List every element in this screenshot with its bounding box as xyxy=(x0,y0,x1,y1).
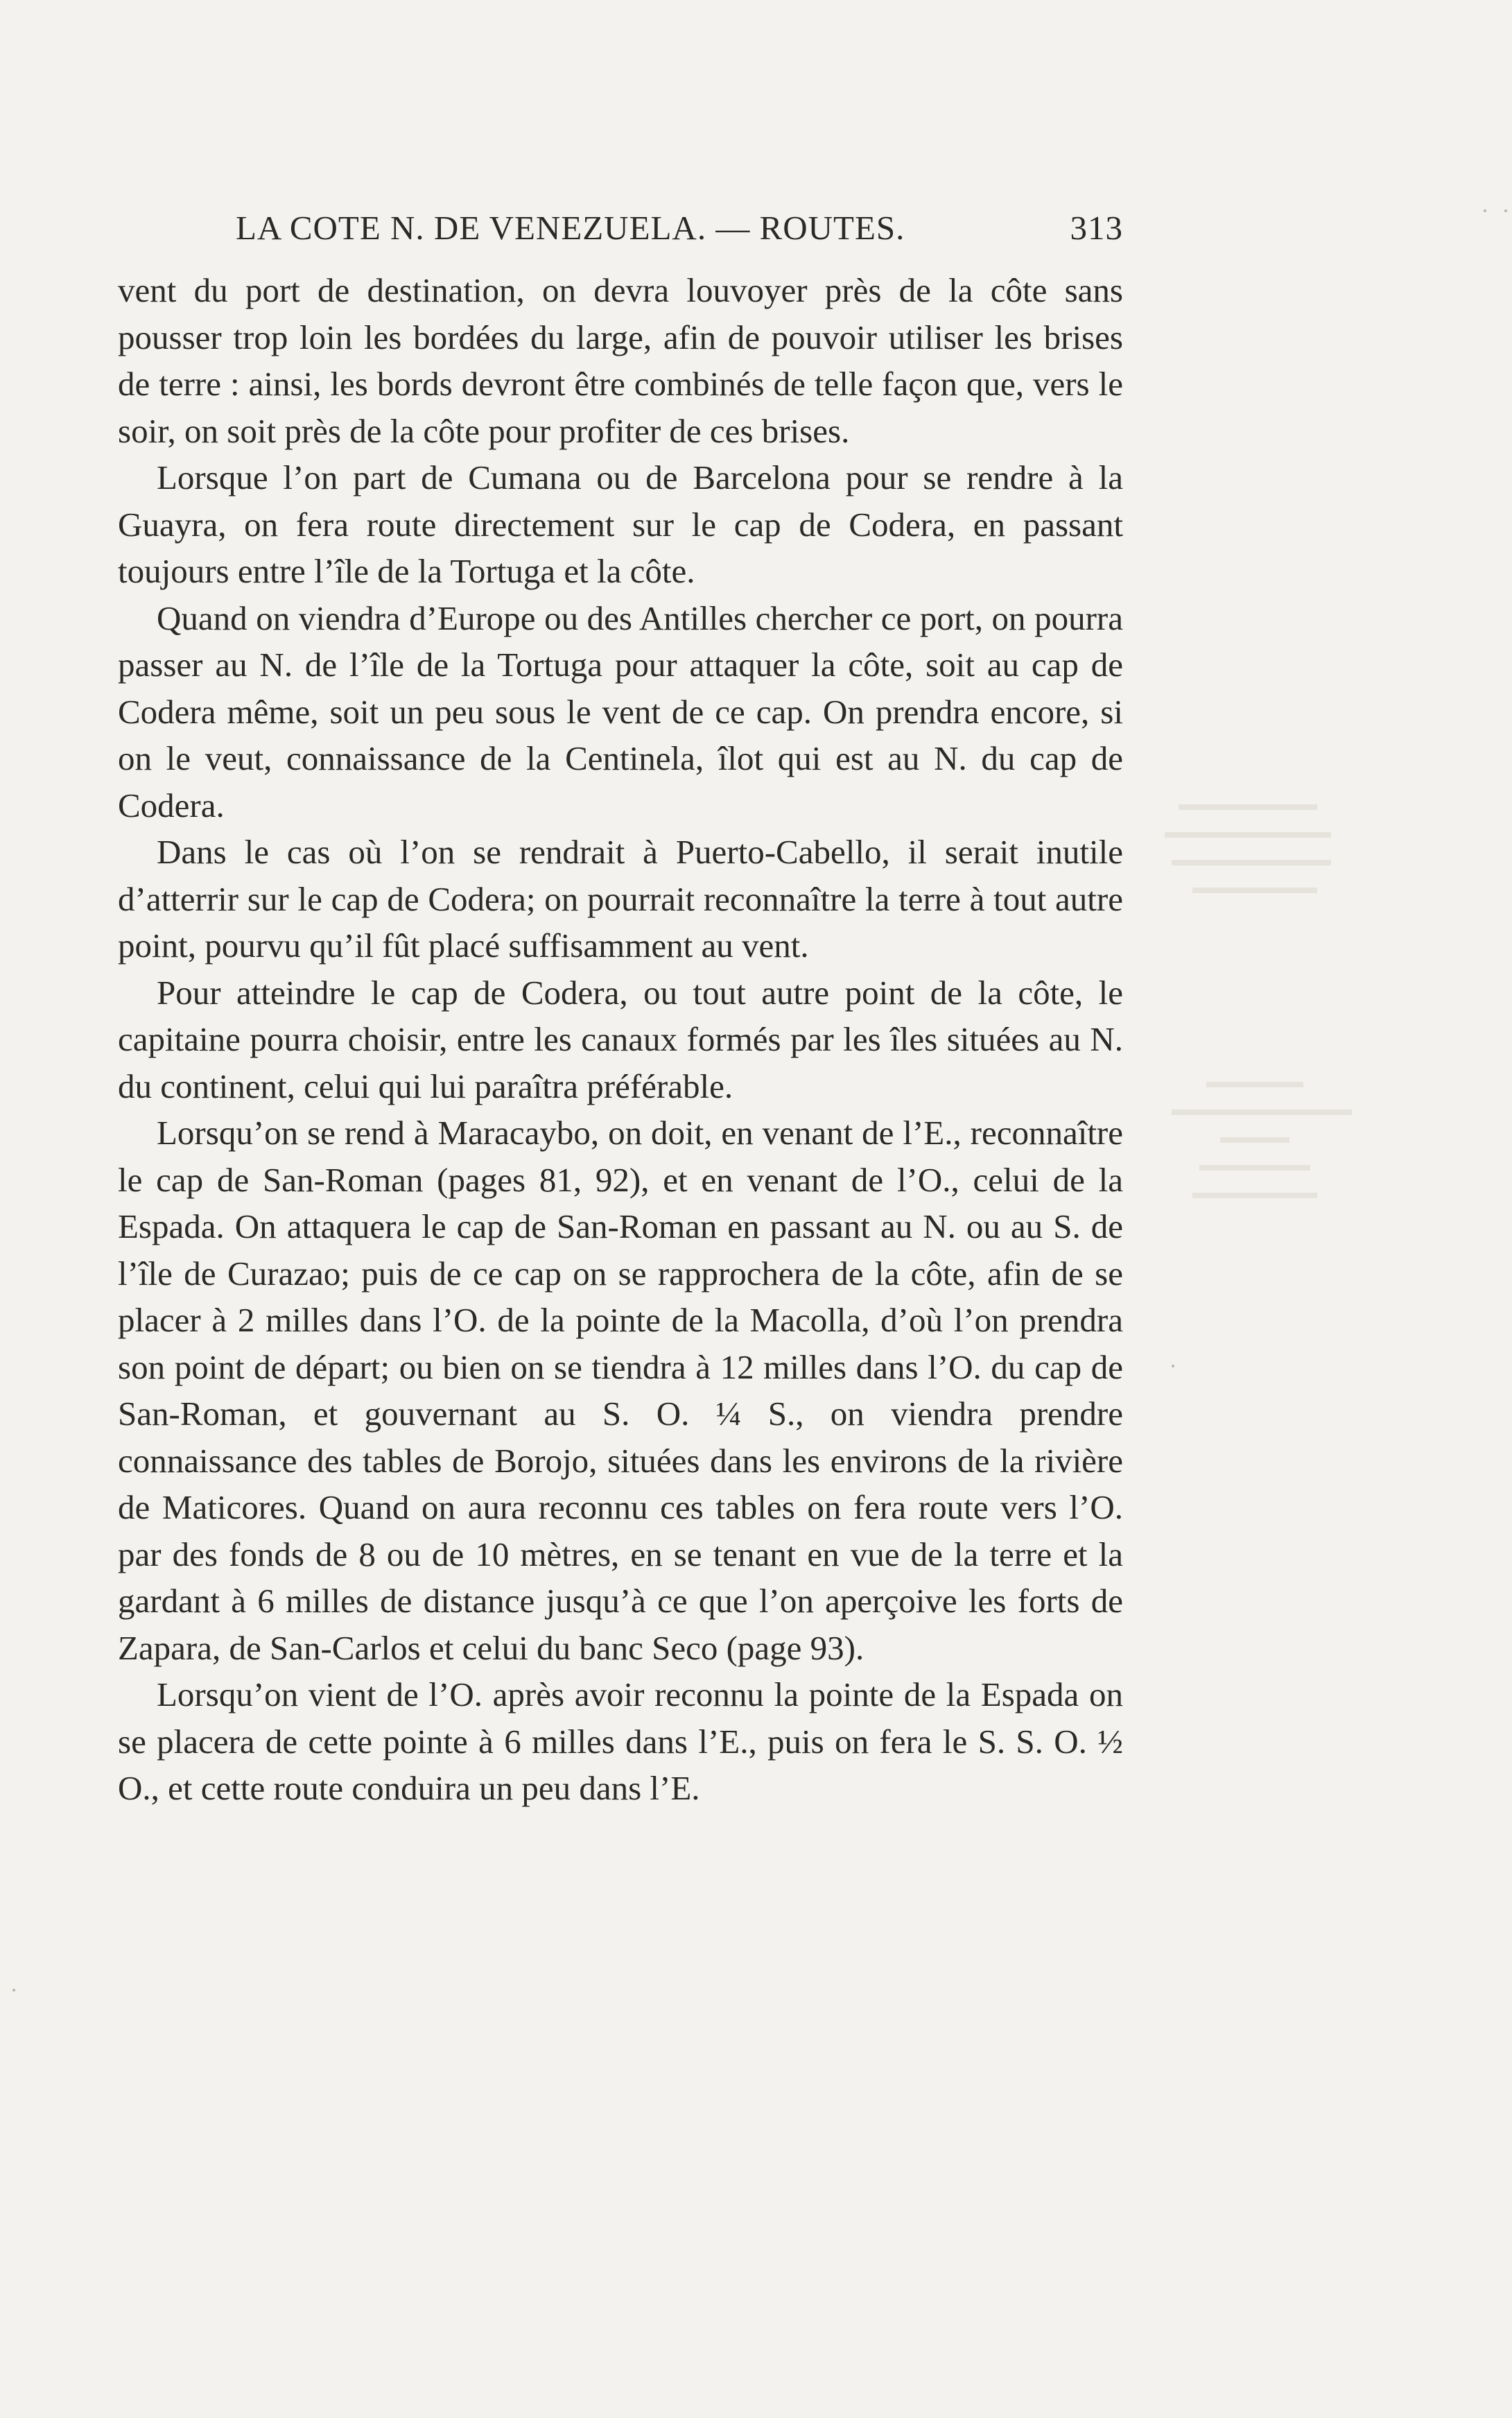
paper-speck xyxy=(1172,1365,1174,1367)
paper-speck xyxy=(12,1989,15,1992)
body-text xyxy=(118,267,1123,1812)
paper-speck xyxy=(1484,209,1486,212)
paragraph-2: Lorsque l’on part de Cumana ou de Barcelona pour se rendre à la Guayra, on fera route directement sur le cap de Codera, en passant toujours entre l’île de la Tortuga et la côte. xyxy=(118,458,1123,590)
show-through-smudge-2 xyxy=(1151,1075,1373,1227)
paragraph-4: Dans le cas où l’on se rendrait à Puerto-Cabello, il serait inutile d’atterrir sur le cap de Codera; on pourrait reconnaître la terre à tout autre point, pourvu qu’il fût placé suffisamment au vent. xyxy=(118,833,1123,965)
paragraph-1: vent du port de destination, on devra louvoyer près de la côte sans pousser trop loin les bordées du large, afin de pouvoir utiliser les brises de terre : ainsi, les bords devront être combinés de telle façon que, vers le soir, on soit près de la côte pour profiter de ces brises. xyxy=(118,271,1123,450)
show-through-lines xyxy=(1151,791,1373,929)
running-header xyxy=(236,208,1123,264)
paragraph-3: Quand on viendra d’Europe ou des Antilles chercher ce port, on pourra passer au N. de l’île de la Tortuga pour attaquer la côte, soit au cap de Codera même, soit un peu sous le vent de ce cap. On prendra encore, si on le veut, connaissance de la Centinela, îlot qui est au N. du cap de Codera. xyxy=(118,598,1123,824)
paper-speck xyxy=(1504,209,1507,212)
running-title: LA COTE N. DE VENEZUELA. — ROUTES. xyxy=(236,209,905,247)
show-through-lines-2 xyxy=(1151,1075,1373,1227)
page-number: 313 xyxy=(1070,209,1123,247)
show-through-smudge xyxy=(1151,791,1373,929)
paragraph-5: Pour atteindre le cap de Codera, ou tout autre point de la côte, le capitaine pourra choisir, entre les canaux formés par les îles situées au N. du continent, celui qui lui paraîtra préférable. xyxy=(118,973,1123,1105)
paragraph-6: Lorsqu’on se rend à Maracaybo, on doit, en venant de l’E., reconnaître le cap de San-Roman (pages 81, 92), et en venant de l’O., celui de la Espada. On attaquera le cap de San-Roman en passant au N. ou au S. de l’île de Curazao; puis de ce cap on se rapprochera de la côte, afin de se placer à 2 milles dans l’O. de la pointe de la Macolla, d’où l’on prendra son point de départ; ou bien on se tiendra à 12 milles dans l’O. du cap de San-Roman, et gouvernant au S. O. ¼ S., on viendra prendre connaissance des tables de Borojo, situées dans les environs de la rivière de Maticores. Quand on aura reconnu ces tables on fera route vers l’O. par des fonds de 8 ou de 10 mètres, en se tenant en vue de la terre et la gardant à 6 milles de distance jusqu’à ce que l’on aperçoive les forts de Zapara, de San-Carlos et celui du banc Seco (page 93). xyxy=(118,1114,1123,1667)
paragraph-7: Lorsqu’on vient de l’O. après avoir reconnu la pointe de la Espada on se placera de cette pointe à 6 milles dans l’E., puis on fera le S. S. O. ½ O., et cette route conduira un peu dans l’E. xyxy=(118,1675,1123,1807)
